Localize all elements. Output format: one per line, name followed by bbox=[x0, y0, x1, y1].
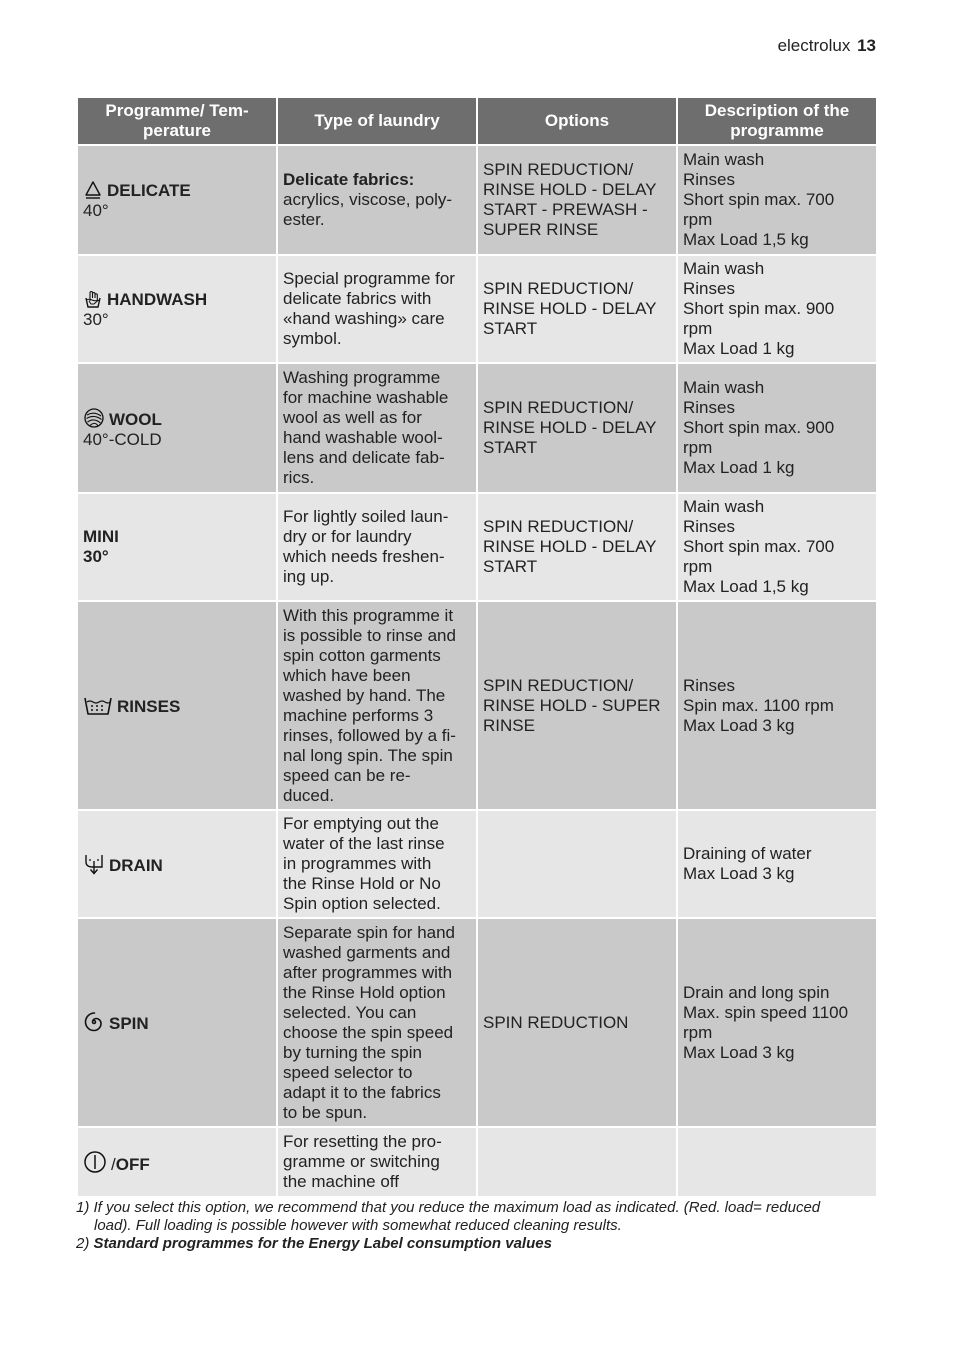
option-line: START bbox=[483, 557, 538, 576]
option-line: RINSE HOLD - SUPER bbox=[483, 695, 661, 715]
description-line: Short spin max. 700 bbox=[683, 190, 835, 209]
description-line: Short spin max. 900 bbox=[683, 418, 835, 437]
options-cell bbox=[477, 363, 677, 493]
description-line: Rinses bbox=[683, 279, 735, 298]
programme-cell bbox=[77, 810, 277, 918]
options-cell bbox=[477, 145, 677, 255]
programme-name: RINSES bbox=[117, 697, 181, 716]
programme-cell bbox=[77, 601, 277, 810]
description-line: Short spin max. 700 bbox=[683, 537, 835, 556]
column-header-programme: Programme/ Tem- perature bbox=[77, 97, 277, 145]
laundry-line: ing up. bbox=[283, 567, 335, 586]
laundry-line: adapt it to the fabrics bbox=[283, 1082, 441, 1102]
option-line: START bbox=[483, 438, 538, 457]
programme-table bbox=[76, 96, 878, 1198]
laundry-line: after programmes with bbox=[283, 962, 453, 982]
description-line: Rinses bbox=[683, 398, 735, 417]
laundry-cell bbox=[277, 363, 477, 493]
laundry-line: Washing programme bbox=[283, 368, 441, 387]
options-cell bbox=[477, 493, 677, 601]
laundry-line: wool as well as for bbox=[283, 408, 422, 427]
option-line: START - PREWASH - bbox=[483, 200, 648, 219]
description-line: Drain and long spin bbox=[683, 982, 830, 1002]
laundry-line: ester. bbox=[283, 210, 325, 229]
page-number: 13 bbox=[857, 36, 876, 55]
programme-temperature: 40°-COLD bbox=[83, 429, 162, 449]
table-row bbox=[77, 255, 877, 363]
laundry-line: the machine off bbox=[283, 1172, 399, 1191]
programme-temperature: 40° bbox=[83, 200, 109, 220]
table-row bbox=[77, 145, 877, 255]
laundry-line: machine performs 3 bbox=[283, 705, 434, 725]
description-cell bbox=[677, 363, 877, 493]
spin-icon bbox=[83, 1011, 105, 1033]
description-line: Rinses bbox=[683, 170, 735, 189]
footnote-2: 2) Standard programmes for the Energy Label consumption values bbox=[76, 1235, 552, 1252]
laundry-line: choose the spin speed bbox=[283, 1022, 454, 1042]
column-header-laundry: Type of laundry bbox=[277, 97, 477, 145]
laundry-line: spin cotton garments bbox=[283, 645, 441, 665]
wool-icon bbox=[83, 407, 105, 429]
laundry-line: washed by hand. The bbox=[283, 685, 446, 705]
description-line: Max Load 1,5 kg bbox=[683, 230, 809, 249]
options-cell bbox=[477, 918, 677, 1127]
description-line: Short spin max. 900 bbox=[683, 299, 835, 318]
footnote-1-continued: load). Full loading is possible however with somewhat reduced cleaning results. bbox=[94, 1217, 622, 1234]
handwash-icon bbox=[83, 289, 103, 309]
table-header-row bbox=[77, 97, 877, 145]
laundry-line: Special programme for bbox=[283, 269, 455, 288]
programme-name: HANDWASH bbox=[107, 289, 208, 309]
table-row bbox=[77, 493, 877, 601]
laundry-line: rinses, followed by a fi- bbox=[283, 725, 456, 745]
programme-cell bbox=[77, 493, 277, 601]
description-line: rpm bbox=[683, 557, 713, 576]
laundry-line: symbol. bbox=[283, 329, 342, 348]
delicate-icon bbox=[83, 180, 103, 200]
description-line: Main wash bbox=[683, 150, 765, 169]
option-line: RINSE HOLD - DELAY bbox=[483, 299, 657, 318]
programme-temperature: 30° bbox=[83, 547, 109, 566]
laundry-line: gramme or switching bbox=[283, 1152, 440, 1171]
laundry-line: speed selector to bbox=[283, 1062, 413, 1082]
description-line: Rinses bbox=[683, 517, 735, 536]
laundry-line: For emptying out the bbox=[283, 814, 439, 833]
description-line: rpm bbox=[683, 319, 713, 338]
option-line: SPIN REDUCTION/ bbox=[483, 398, 634, 417]
option-line: RINSE HOLD - DELAY bbox=[483, 537, 657, 556]
options-cell bbox=[477, 255, 677, 363]
programme-cell bbox=[77, 918, 277, 1127]
laundry-line: washed garments and bbox=[283, 942, 451, 962]
laundry-cell bbox=[277, 1127, 477, 1197]
programme-name: OFF bbox=[115, 1154, 150, 1174]
option-line: RINSE HOLD - DELAY bbox=[483, 418, 657, 437]
option-line: SPIN REDUCTION/ bbox=[483, 279, 634, 298]
laundry-line: dry or for laundry bbox=[283, 527, 412, 546]
table-row bbox=[77, 810, 877, 918]
options-cell bbox=[477, 810, 677, 918]
option-line: SUPER RINSE bbox=[483, 220, 599, 239]
description-line: Max Load 3 kg bbox=[683, 1042, 795, 1062]
laundry-cell bbox=[277, 601, 477, 810]
description-line: Main wash bbox=[683, 378, 765, 397]
power-off-icon bbox=[83, 1150, 107, 1174]
description-line: Max Load 3 kg bbox=[683, 715, 795, 735]
laundry-line: the Rinse Hold option bbox=[283, 982, 446, 1002]
description-cell bbox=[677, 255, 877, 363]
option-line: SPIN REDUCTION/ bbox=[483, 160, 634, 179]
laundry-line: «hand washing» care bbox=[283, 309, 445, 328]
option-line: RINSE bbox=[483, 715, 535, 735]
laundry-cell bbox=[277, 255, 477, 363]
description-line: Max Load 3 kg bbox=[683, 864, 795, 883]
table-body bbox=[77, 145, 877, 1197]
laundry-line: lens and delicate fab- bbox=[283, 448, 445, 467]
programme-cell bbox=[77, 363, 277, 493]
option-line: START bbox=[483, 319, 538, 338]
footnotes bbox=[76, 1199, 876, 1253]
laundry-line: duced. bbox=[283, 785, 335, 805]
page-header bbox=[778, 36, 876, 56]
laundry-cell bbox=[277, 145, 477, 255]
laundry-line: to be spun. bbox=[283, 1102, 368, 1122]
description-line: Main wash bbox=[683, 497, 765, 516]
description-line: Max Load 1 kg bbox=[683, 339, 795, 358]
programme-name-prefix: / bbox=[111, 1154, 116, 1174]
brand-name: electrolux bbox=[777, 36, 851, 55]
programme-name: SPIN bbox=[109, 1014, 149, 1033]
laundry-line: speed can be re- bbox=[283, 765, 411, 785]
table-row bbox=[77, 918, 877, 1127]
laundry-heading: Delicate fabrics: bbox=[283, 170, 415, 189]
description-line: Max. spin speed 1100 bbox=[683, 1002, 849, 1022]
programme-cell bbox=[77, 1127, 277, 1197]
laundry-line: hand washable wool- bbox=[283, 428, 443, 447]
laundry-line: which needs freshen- bbox=[283, 547, 445, 566]
drain-icon bbox=[83, 853, 105, 875]
column-header-description: Description of the programme bbox=[677, 97, 877, 145]
laundry-line: acrylics, viscose, poly- bbox=[283, 190, 453, 209]
laundry-line: which have been bbox=[283, 665, 411, 685]
programme-name: DELICATE bbox=[107, 180, 191, 200]
laundry-line: for machine washable bbox=[283, 388, 449, 407]
description-cell bbox=[677, 601, 877, 810]
option-line: RINSE HOLD - DELAY bbox=[483, 180, 657, 199]
description-line: Spin max. 1100 rpm bbox=[683, 695, 834, 715]
table-row bbox=[77, 601, 877, 810]
programme-name: DRAIN bbox=[109, 855, 163, 875]
laundry-line: delicate fabrics with bbox=[283, 289, 432, 308]
description-line: Max Load 1,5 kg bbox=[683, 577, 809, 596]
laundry-cell bbox=[277, 493, 477, 601]
table-row bbox=[77, 1127, 877, 1197]
programme-cell bbox=[77, 255, 277, 363]
footnote-1: 1) If you select this option, we recommend that you reduce the maximum load as indicated. (Red. load= reduced bbox=[76, 1199, 821, 1216]
description-cell bbox=[677, 810, 877, 918]
description-line: rpm bbox=[683, 1022, 713, 1042]
laundry-line: nal long spin. The spin bbox=[283, 745, 453, 765]
option-line: SPIN REDUCTION bbox=[483, 1012, 629, 1032]
description-cell bbox=[677, 145, 877, 255]
laundry-line: is possible to rinse and bbox=[283, 625, 456, 645]
laundry-cell bbox=[277, 810, 477, 918]
programme-name: MINI bbox=[83, 527, 119, 546]
option-line: SPIN REDUCTION/ bbox=[483, 675, 634, 695]
description-line: Rinses bbox=[683, 675, 735, 695]
description-cell bbox=[677, 918, 877, 1127]
laundry-line: rics. bbox=[283, 468, 315, 487]
programme-cell bbox=[77, 145, 277, 255]
description-line: Draining of water bbox=[683, 844, 812, 863]
option-line: SPIN REDUCTION/ bbox=[483, 517, 634, 536]
laundry-line: selected. You can bbox=[283, 1002, 417, 1022]
description-line: Max Load 1 kg bbox=[683, 458, 795, 477]
column-header-options: Options bbox=[477, 97, 677, 145]
laundry-line: by turning the spin bbox=[283, 1042, 422, 1062]
laundry-cell bbox=[277, 918, 477, 1127]
programme-temperature: 30° bbox=[83, 309, 109, 329]
laundry-line: in programmes with bbox=[283, 854, 432, 873]
laundry-line: Spin option selected. bbox=[283, 894, 441, 913]
description-line: rpm bbox=[683, 210, 713, 229]
laundry-line: water of the last rinse bbox=[283, 834, 445, 853]
options-cell bbox=[477, 601, 677, 810]
options-cell bbox=[477, 1127, 677, 1197]
table-row bbox=[77, 363, 877, 493]
laundry-line: For lightly soiled laun- bbox=[283, 507, 449, 526]
laundry-line: the Rinse Hold or No bbox=[283, 874, 441, 893]
description-cell bbox=[677, 493, 877, 601]
description-line: rpm bbox=[683, 438, 713, 457]
description-line: Main wash bbox=[683, 259, 765, 278]
description-cell bbox=[677, 1127, 877, 1197]
laundry-line: With this programme it bbox=[283, 605, 454, 625]
rinses-icon bbox=[83, 694, 113, 716]
laundry-line: For resetting the pro- bbox=[283, 1132, 442, 1151]
programme-name: WOOL bbox=[109, 409, 162, 429]
laundry-line: Separate spin for hand bbox=[283, 922, 456, 942]
